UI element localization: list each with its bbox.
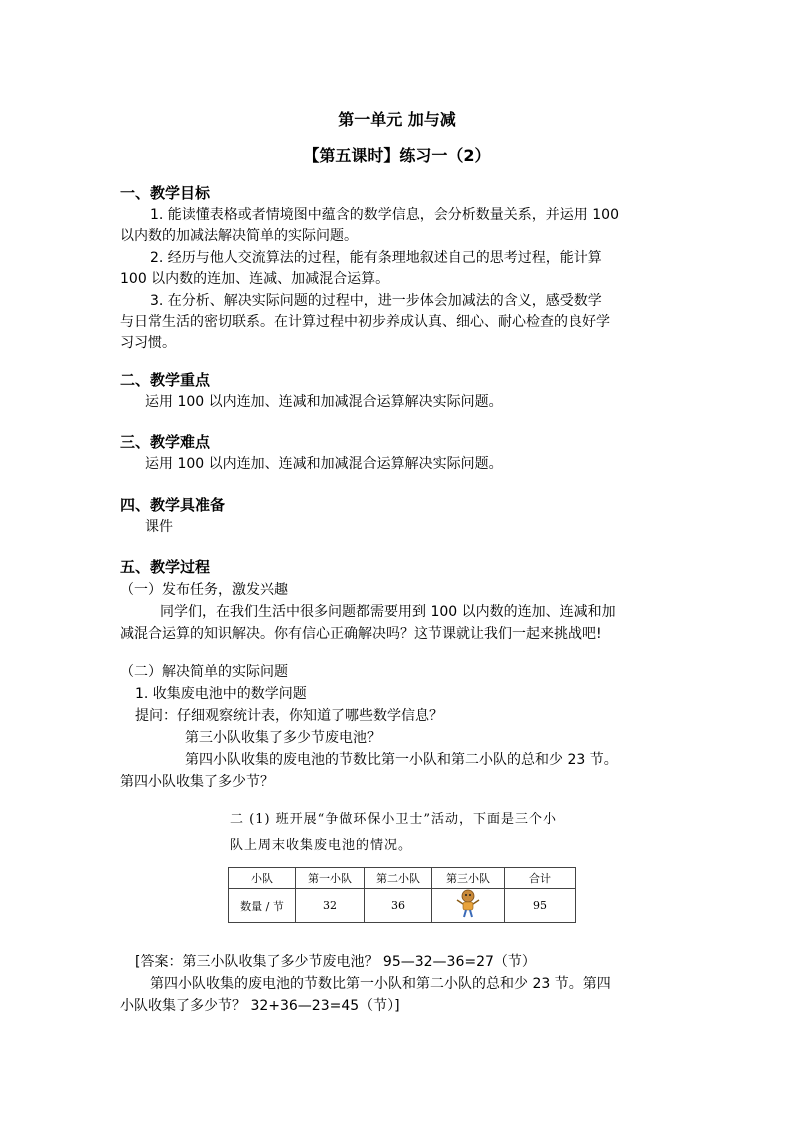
table-cell-cartoon xyxy=(432,889,505,923)
table-header-cell: 第三小队 xyxy=(432,868,505,889)
objective-3-line-2: 与日常生活的密切联系。在计算过程中初步养成认真、细心、耐心检查的良好学 xyxy=(120,314,610,330)
process-question-1: 第三小队收集了多少节废电池？ xyxy=(185,730,381,746)
objective-1-line-1: 1. 能读懂表格或者情境图中蕴含的数学信息，会分析数量关系，并运用 100 xyxy=(150,207,619,223)
process-item-1: 1. 收集废电池中的数学问题 xyxy=(135,686,307,702)
key-points-heading: 二、教学重点 xyxy=(120,371,211,389)
objective-3-line-1: 3. 在分析、解决实际问题的过程中，进一步体会加减法的含义，感受数学 xyxy=(150,293,602,309)
key-points-text: 运用 100 以内连加、连减和加减混合运算解决实际问题。 xyxy=(145,394,503,410)
textbook-figure xyxy=(222,800,582,920)
table-cell: 95 xyxy=(505,889,576,923)
table-row xyxy=(229,889,576,923)
answer-line-3: 小队收集了多少节？ 32+36—23=45（节）] xyxy=(120,998,400,1014)
table-header-cell: 合计 xyxy=(505,868,576,889)
process-part-1-heading: （一）发布任务，激发兴趣 xyxy=(120,582,288,598)
difficulties-text: 运用 100 以内连加、连减和加减混合运算解决实际问题。 xyxy=(145,456,503,472)
process-part-1-line-2: 减混合运算的知识解决。你有信心正确解决吗？这节课就让我们一起来挑战吧! xyxy=(120,626,602,642)
objective-1-line-2: 以内数的加减法解决简单的实际问题。 xyxy=(120,228,358,244)
table-header-row xyxy=(229,868,576,889)
table-row-label: 数量 / 节 xyxy=(229,889,296,923)
process-part-1-line-1: 同学们，在我们生活中很多问题都需要用到 100 以内数的连加、连减和加 xyxy=(160,604,616,620)
process-part-2-heading: （二）解决简单的实际问题 xyxy=(120,664,288,680)
table-header-cell: 小队 xyxy=(229,868,296,889)
figure-text-line-2: 队上周末收集废电池的情况。 xyxy=(230,838,413,853)
table-cell: 36 xyxy=(365,889,432,923)
objective-3-line-3: 习习惯。 xyxy=(120,335,176,351)
objective-2-line-1: 2. 经历与他人交流算法的过程，能有条理地叙述自己的思考过程，能计算 xyxy=(150,250,602,266)
process-heading: 五、教学过程 xyxy=(120,558,211,576)
unit-title: 第一单元 加与减 xyxy=(338,110,456,129)
difficulties-heading: 三、教学难点 xyxy=(120,433,211,451)
table-header-cell: 第二小队 xyxy=(365,868,432,889)
figure-text-line-1: 二 (1) 班开展“争做环保小卫士”活动，下面是三个小 xyxy=(230,812,557,827)
table-cell: 32 xyxy=(296,889,365,923)
lesson-title: 【第五课时】练习一（2） xyxy=(303,146,491,165)
process-question: 提问：仔细观察统计表，你知道了哪些数学信息？ xyxy=(135,708,443,724)
answer-line-1: [答案：第三小队收集了多少节废电池？ 95—32—36=27（节） xyxy=(135,954,536,970)
objective-2-line-2: 100 以内数的连加、连减、加减混合运算。 xyxy=(120,271,390,287)
battery-table xyxy=(228,867,576,923)
cartoon-mascot-icon xyxy=(454,889,482,919)
objectives-heading: 一、教学目标 xyxy=(120,184,211,202)
preparation-heading: 四、教学具准备 xyxy=(120,496,226,514)
table-header-cell: 第一小队 xyxy=(296,868,365,889)
preparation-text: 课件 xyxy=(145,519,173,535)
answer-line-2: 第四小队收集的废电池的节数比第一小队和第二小队的总和少 23 节。第四 xyxy=(150,976,611,992)
process-question-2-line-2: 第四小队收集了多少节？ xyxy=(120,774,274,790)
process-question-2-line-1: 第四小队收集的废电池的节数比第一小队和第二小队的总和少 23 节。 xyxy=(185,752,618,768)
